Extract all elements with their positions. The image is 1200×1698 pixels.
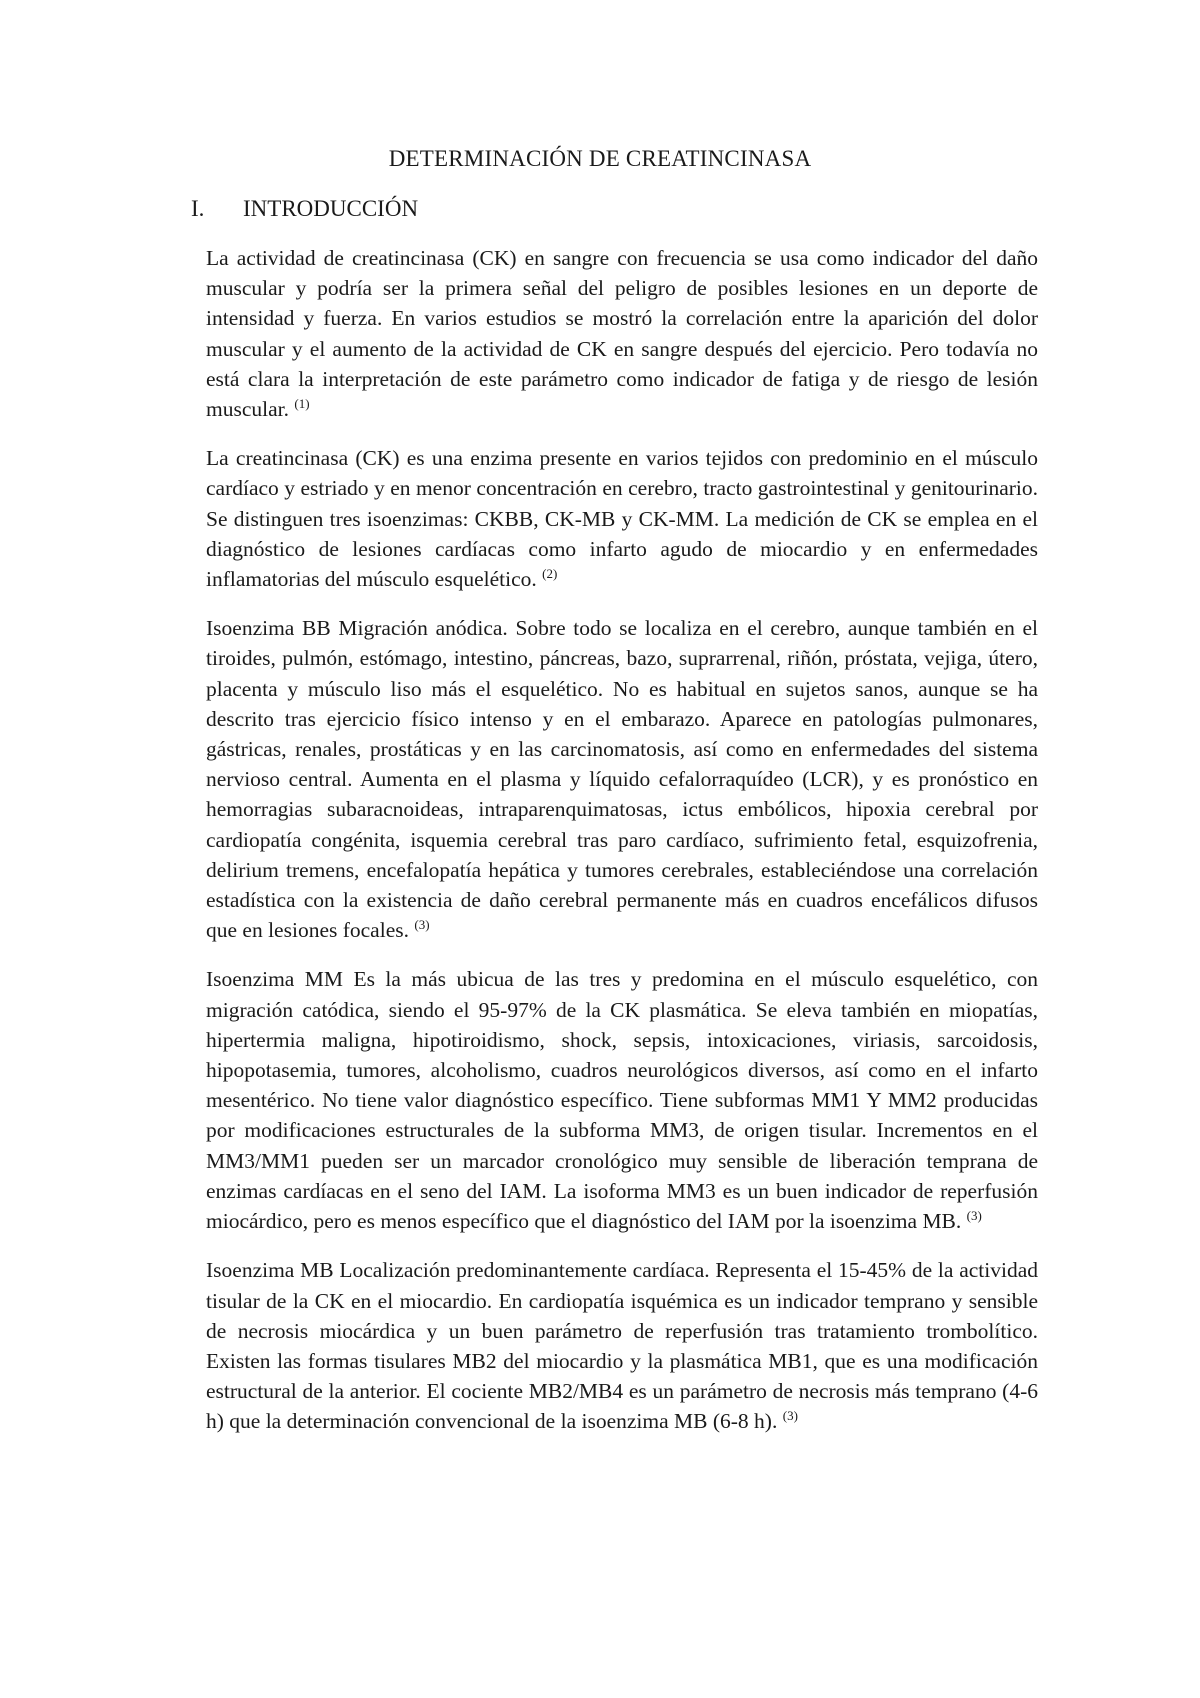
paragraph-text: Isoenzima MM Es la más ubicua de las tres y predomina en el músculo esquelético, con migración catódica, siendo el 95-97% de la CK plasmática. Se eleva también en miopatías, hipertermia maligna, hipotiroidismo, shock, sepsis, intoxicaciones, viriasis, sarcoidosis, hipopotasemia, tumores, alcoholismo, cuadros neurológicos diversos, así como en el infarto mesentérico. No tiene valor diagnóstico específico. Tiene subformas MM1 Y MM2 producidas por modificaciones estructurales de la subforma MM3, de origen tisular. Incrementos en el MM3/MM1 pueden ser un marcador cronológico muy sensible de liberación temprana de enzimas cardíacas en el seno del IAM. La isoforma MM3 es un buen indicador de reperfusión miocárdico, pero es menos específico que el diagnóstico del IAM por la isoenzima MB. (206, 967, 1038, 1234)
paragraph-text: Isoenzima MB Localización predominantemente cardíaca. Representa el 15-45% de la actividad tisular de la CK en el miocardio. En cardiopatía isquémica es un indicador temprano y sensible de necrosis miocárdica y un buen parámetro de reperfusión tras tratamiento trombolítico. Existen las formas tisulares MB2 del miocardio y la plasmática MB1, que es una modificación estructural de la anterior. El cociente MB2/MB4 es un parámetro de necrosis más temprano (4-6 h) que la determinación convencional de la isoenzima MB (6-8 h). (206, 1258, 1038, 1434)
paragraph-text: La actividad de creatincinasa (CK) en sangre con frecuencia se usa como indicador del daño muscular y podría ser la primera señal del peligro de posibles lesiones en un deporte de intensidad y fuerza. En varios estudios se mostró la correlación entre la aparición del dolor muscular y el aumento de la actividad de CK en sangre después del ejercicio. Pero todavía no está clara la interpretación de este parámetro como indicador de fatiga y de riesgo de lesión muscular. (206, 246, 1038, 422)
document-title: DETERMINACIÓN DE CREATINCINASA (388, 146, 812, 171)
reference-marker: (3) (966, 1207, 982, 1223)
paragraph (206, 964, 1038, 1236)
section-number: I. (191, 196, 205, 221)
reference-marker: (3) (414, 917, 430, 933)
paragraph (206, 613, 1038, 945)
reference-marker: (2) (542, 565, 558, 581)
reference-marker: (3) (782, 1408, 798, 1424)
paragraph (206, 1255, 1038, 1436)
body-text (206, 243, 1038, 1456)
paragraph (206, 243, 1038, 424)
section-title: INTRODUCCIÓN (243, 196, 419, 221)
paragraph-text: La creatincinasa (CK) es una enzima presente en varios tejidos con predominio en el músculo cardíaco y estriado y en menor concentración en cerebro, tracto gastrointestinal y genitourinario. Se distinguen tres isoenzimas: CKBB, CK-MB y CK-MM. La medición de CK se emplea en el diagnóstico de lesiones cardíacas como infarto agudo de miocardio y en enfermedades inflamatorias del músculo esquelético. (206, 446, 1038, 592)
reference-marker: (1) (294, 395, 310, 411)
section-heading (191, 196, 418, 222)
paragraph-text: Isoenzima BB Migración anódica. Sobre todo se localiza en el cerebro, aunque también en el tiroides, pulmón, estómago, intestino, páncreas, bazo, suprarrenal, riñón, próstata, vejiga, útero, placenta y músculo liso más el esquelético. No es habitual en sujetos sanos, aunque se ha descrito tras ejercicio físico intenso y en el embarazo. Aparece en patologías pulmonares, gástricas, renales, prostáticas y en las carcinomatosis, así como en enfermedades del sistema nervioso central. Aumenta en el plasma y líquido cefalorraquídeo (LCR), y es pronóstico en hemorragias subaracnoideas, intraparenquimatosas, ictus embólicos, hipoxia cerebral por cardiopatía congénita, isquemia cerebral tras paro cardíaco, sufrimiento fetal, esquizofrenia, delirium tremens, encefalopatía hepática y tumores cerebrales, estableciéndose una correlación estadística con la existencia de daño cerebral permanente más en cuadros encefálicos difusos que en lesiones focales. (206, 616, 1038, 943)
paragraph (206, 443, 1038, 594)
